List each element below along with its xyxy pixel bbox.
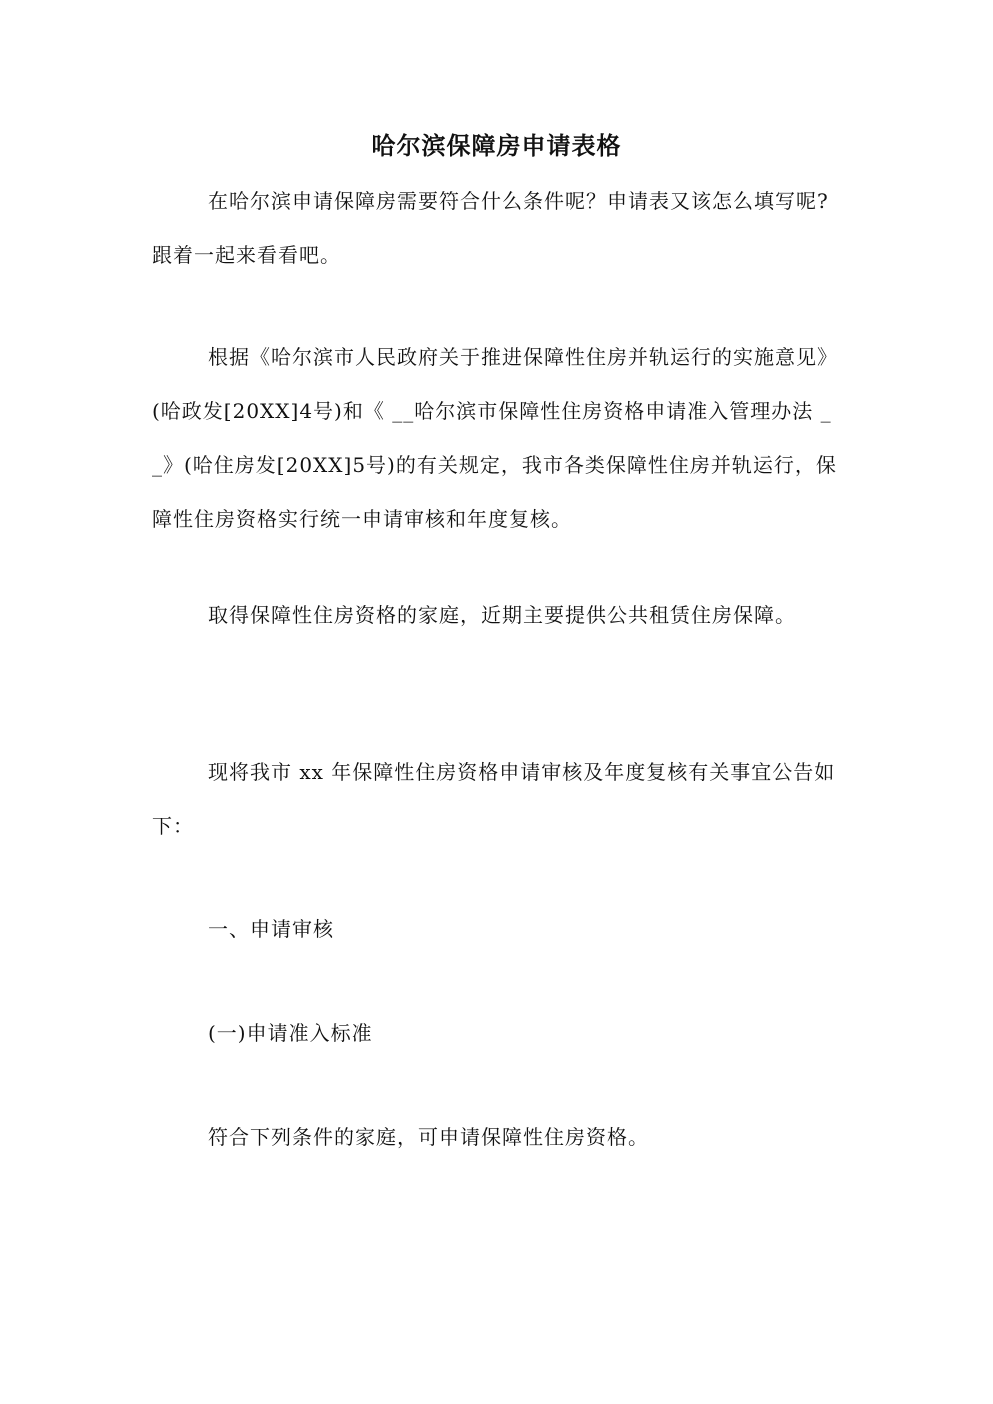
paragraph-policy-basis: 根据《哈尔滨市人民政府关于推进保障性住房并轨运行的实施意见》(哈政发[20XX]4号)和《 __哈尔滨市保障性住房资格申请准入管理办法 __》(哈住房发[20XX]5号)的有关规定，我市各类保障性住房并轨运行，保障性住房资格实行统一申请审核和年度复核。 [152,345,838,531]
section-heading-application-review: 一、申请审核 [208,917,334,941]
document-title: 哈尔滨保障房申请表格 [371,132,622,160]
paragraph-qualification-benefit: 取得保障性住房资格的家庭，近期主要提供公共租赁住房保障。 [208,603,796,627]
paragraph-announcement: 现将我市 xx 年保障性住房资格申请审核及年度复核有关事宜公告如下： [152,760,836,838]
paragraph-eligibility-conditions: 符合下列条件的家庭，可申请保障性住房资格。 [208,1125,649,1149]
paragraph-intro: 在哈尔滨申请保障房需要符合什么条件呢？申请表又该怎么填写呢?跟着一起来看看吧。 [152,189,829,267]
subsection-heading-admission-standards: (一)申请准入标准 [208,1021,373,1045]
